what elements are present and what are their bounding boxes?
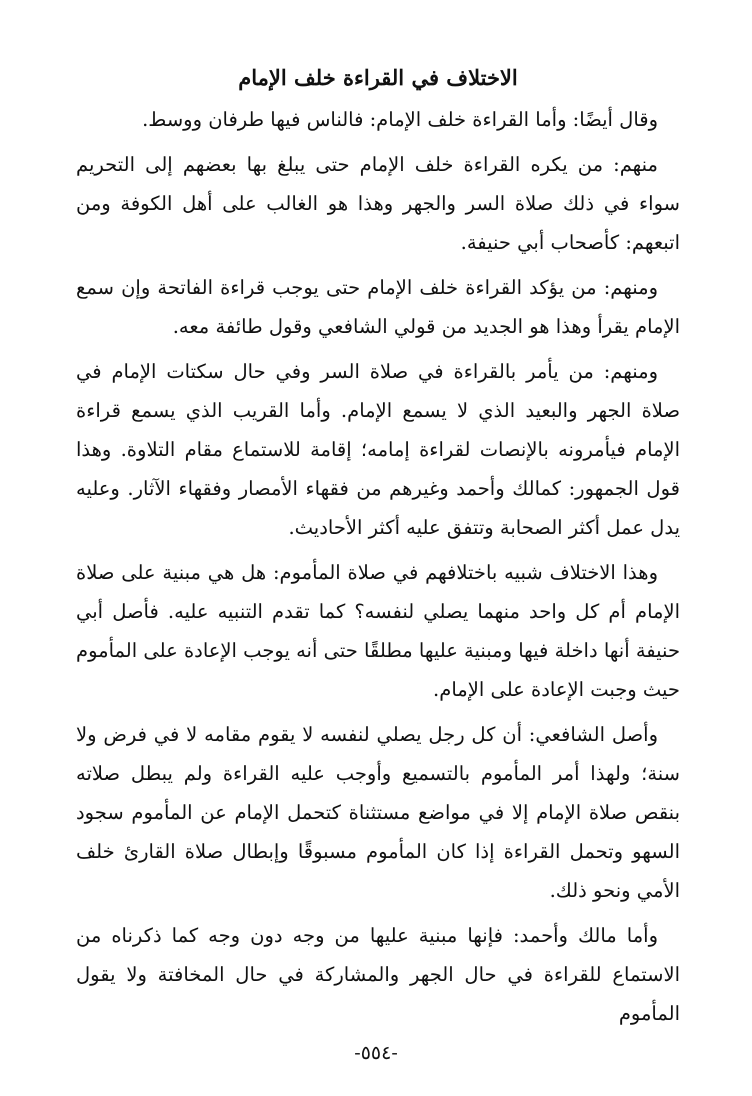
paragraph-2: منهم: من يكره القراءة خلف الإمام حتى يبلغ بها بعضهم إلى التحريم سواء في ذلك صلاة السر والجهر وهذا هو الغالب على أهل الكوفة ومن اتبعهم: كأصحاب أبي حنيفة. xyxy=(76,153,680,254)
paragraph-6: وأصل الشافعي: أن كل رجل يصلي لنفسه لا يقوم مقامه لا في فرض ولا سنة؛ ولهذا أمر المأموم بالتسميع وأوجب عليه القراءة ولم يبطل صلاته بنقص صلاة الإمام إلا في مواضع مستثناة كتحمل الإمام عن المأموم سجود السهو وتحمل القراءة إذا كان المأموم مسبوقًا وإبطال صلاة القارئ خلف الأمي ونحو ذلك. xyxy=(76,723,680,902)
page-number: -٥٥٤- xyxy=(354,1042,398,1064)
page-title: الاختلاف في القراءة خلف الإمام xyxy=(238,65,518,90)
paragraph-5: وهذا الاختلاف شبيه باختلافهم في صلاة المأموم: هل هي مبنية على صلاة الإمام أم كل واحد منهما يصلي لنفسه؟ كما تقدم التنبيه عليه. فأصل أبي حنيفة أنها داخلة فيها ومبنية عليها مطلقًا حتى أنه يوجب الإعادة على المأموم حيث وجبت الإعادة على الإمام. xyxy=(76,561,680,701)
paragraph-4: ومنهم: من يأمر بالقراءة في صلاة السر وفي حال سكتات الإمام في صلاة الجهر والبعيد الذي لا يسمع الإمام. وأما القريب الذي يسمع قراءة الإمام فيأمرونه بالإنصات لقراءة إمامه؛ إقامة للاستماع مقام التلاوة. وهذا قول الجمهور: كمالك وأحمد وغيرهم من فقهاء الأمصار وفقهاء الآثار. وعليه يدل عمل أكثر الصحابة وتتفق عليه أكثر الأحاديث. xyxy=(76,360,680,539)
paragraph-7: وأما مالك وأحمد: فإنها مبنية عليها من وجه دون وجه كما ذكرناه من الاستماع للقراءة في حال الجهر والمشاركة في حال المخافتة ولا يقول المأموم xyxy=(76,924,680,1025)
paragraph-1: وقال أيضًا: وأما القراءة خلف الإمام: فالناس فيها طرفان ووسط. xyxy=(142,108,658,131)
page-body xyxy=(76,58,680,1039)
paragraph-3: ومنهم: من يؤكد القراءة خلف الإمام حتى يوجب قراءة الفاتحة وإن سمع الإمام يقرأ وهذا هو الجديد من قولي الشافعي وقول طائفة معه. xyxy=(76,276,680,338)
